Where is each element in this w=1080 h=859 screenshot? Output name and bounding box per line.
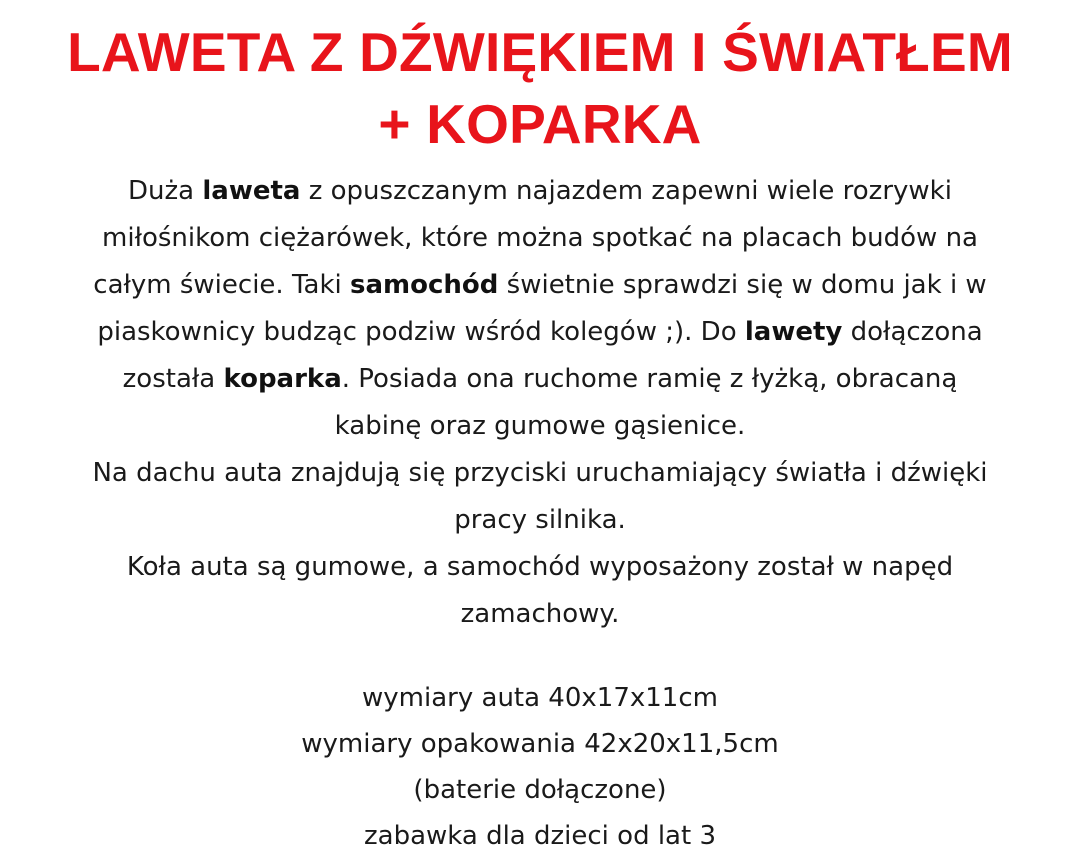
description-line xyxy=(0,168,1080,215)
specifications xyxy=(0,638,1080,859)
title-line-1: LAWETA Z DŹWIĘKIEM I ŚWIATŁEM xyxy=(67,21,1013,83)
text-run: piaskownicy budząc podziw wśród kolegów ;). Do xyxy=(97,317,745,347)
text-run: całym świecie. Taki xyxy=(93,270,351,300)
bold-keyword: laweta xyxy=(202,176,301,206)
description-text xyxy=(0,160,1080,638)
title-line-2: + KOPARKA xyxy=(378,93,702,155)
text-run: z opuszczanym najazdem zapewni wiele rozrywki xyxy=(300,176,952,206)
description-line: kabinę oraz gumowe gąsienice. xyxy=(334,411,746,441)
description-line xyxy=(0,262,1080,309)
description-line xyxy=(0,309,1080,356)
spec-car-dimensions: wymiary auta 40x17x11cm xyxy=(362,683,718,713)
text-run: świetnie sprawdzi się w domu jak i w xyxy=(498,270,987,300)
text-run: Duża xyxy=(128,176,203,206)
description-line: zamachowy. xyxy=(460,599,620,629)
spec-batteries: (baterie dołączone) xyxy=(413,775,667,805)
bold-keyword: lawety xyxy=(744,317,843,347)
bold-keyword: koparka xyxy=(223,364,342,394)
description-line: Na dachu auta znajdują się przyciski uruchamiający światła i dźwięki xyxy=(92,458,988,488)
description-line: pracy silnika. xyxy=(454,505,626,535)
bold-keyword: samochód xyxy=(350,270,499,300)
spec-package-dimensions: wymiary opakowania 42x20x11,5cm xyxy=(301,729,779,759)
text-run: . Posiada ona ruchome ramię z łyżką, obracaną xyxy=(341,364,958,394)
description-line xyxy=(0,356,1080,403)
spec-age: zabawka dla dzieci od lat 3 xyxy=(364,821,716,851)
product-title xyxy=(0,0,1080,160)
text-run: została xyxy=(122,364,224,394)
description-line: miłośnikom ciężarówek, które można spotkać na placach budów na xyxy=(102,223,978,253)
text-run: dołączona xyxy=(842,317,983,347)
description-line: Koła auta są gumowe, a samochód wyposażony został w napęd xyxy=(126,552,954,582)
